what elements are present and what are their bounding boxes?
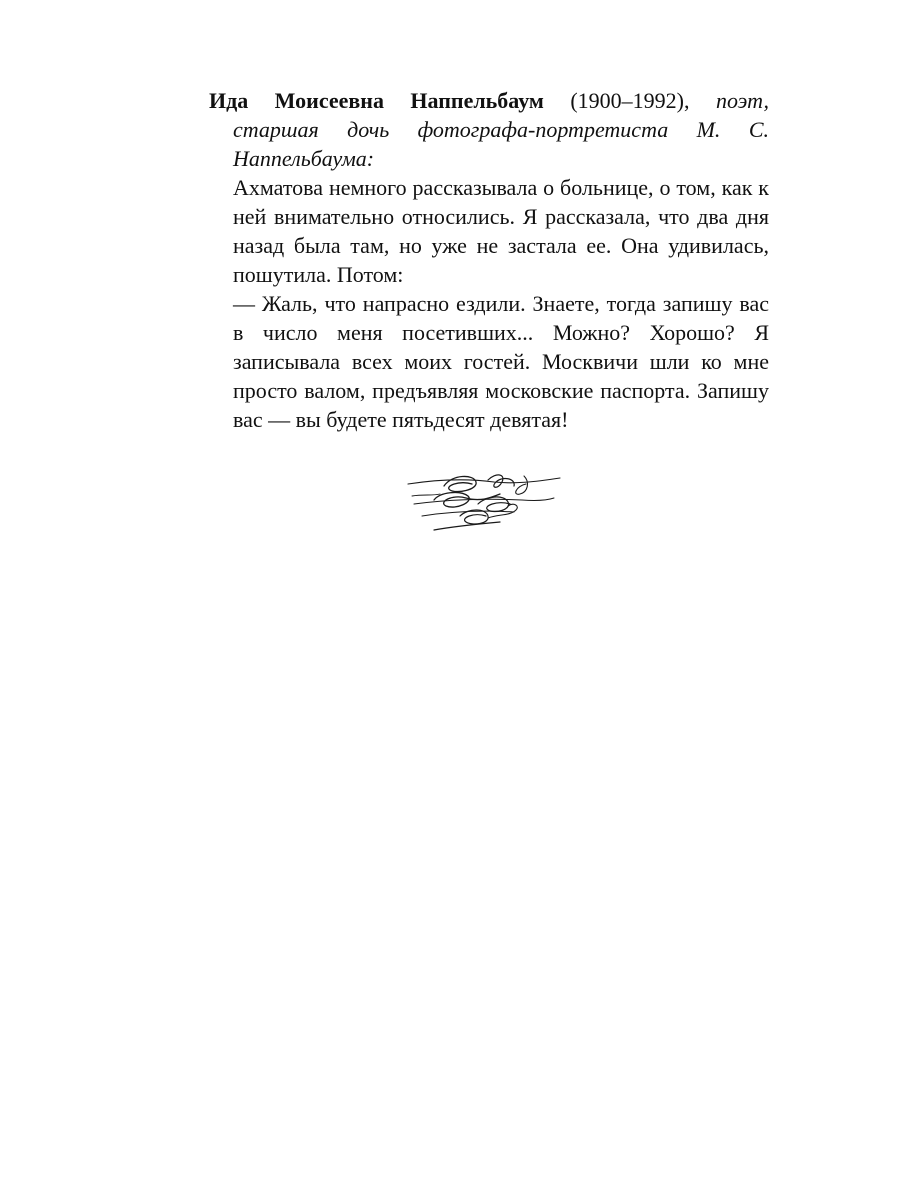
paragraph: — Жаль, что напрасно ездили. Знаете, тогда запишу вас в число меня посетивших... Можно? Хорошо? Я записывала всех моих гостей. Москвичи шли ко мне просто валом, предъявляя московские паспорта. Запишу вас — вы будете пятьдесят девятая!: [233, 291, 769, 432]
person-description: поэт, старшая дочь фотографа-портретиста М. С. Наппельбаума:: [233, 88, 770, 171]
signature-flourish-icon: [404, 470, 564, 536]
memoir-entry: [209, 86, 769, 434]
entry-body: [209, 173, 769, 434]
entry-heading: [209, 86, 769, 173]
person-name: Ида Моисеевна Наппельбаум: [209, 88, 544, 113]
life-dates: (1900–1992),: [570, 88, 690, 113]
paragraph: Ахматова немного рассказывала о больнице, о том, как к ней внимательно относились. Я рассказала, что два дня назад была там, но уже не застала ее. Она удивилась, пошутила. Потом:: [233, 175, 769, 287]
